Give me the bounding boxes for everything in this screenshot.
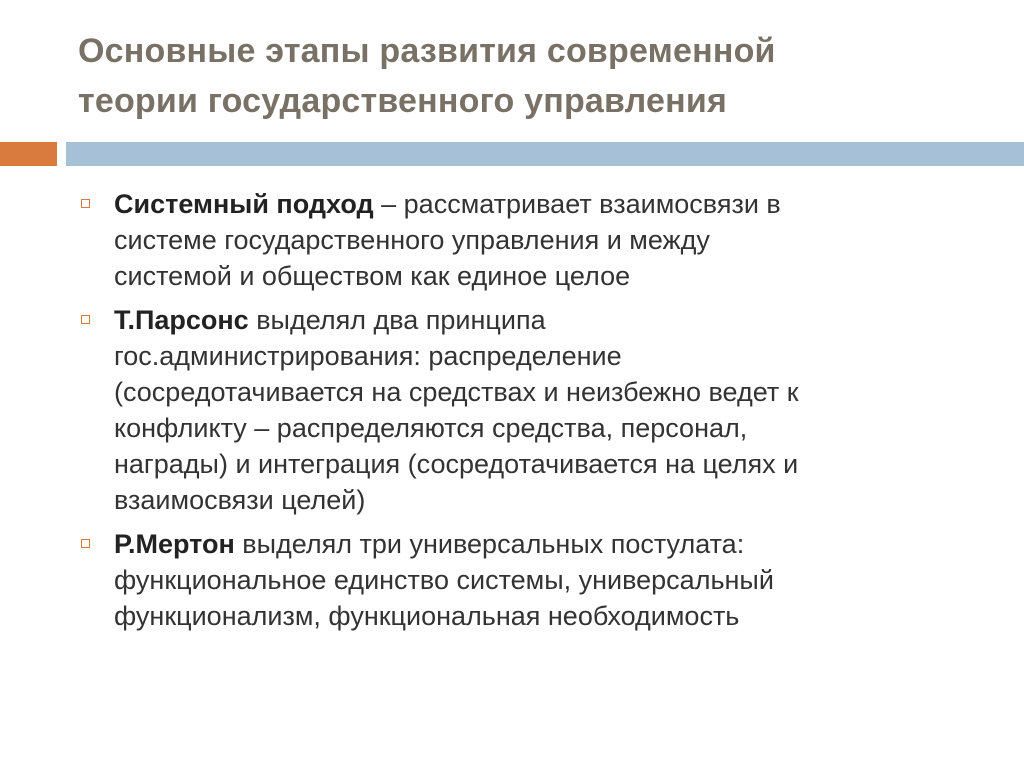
bullet-line: (сосредотачивается на средствах и неизбежно ведет к <box>114 377 799 407</box>
bullet-term: Системный подход <box>114 189 374 219</box>
bullet-text: выделял два принципа <box>248 305 546 335</box>
bullet-term: Т.Парсонс <box>114 305 249 335</box>
slide-title <box>78 26 978 126</box>
bullet-line: награды) и интеграция (сосредотачивается на целях и <box>114 449 799 479</box>
bullet-line <box>114 526 978 562</box>
bullet-line <box>114 302 978 338</box>
bullet-line: взаимосвязи целей) <box>114 485 366 515</box>
bullet-line: функциональное единство системы, универсальный <box>114 565 774 595</box>
bullet-list <box>78 186 978 642</box>
bullet-text: – рассматривает взаимосвязи в <box>373 189 781 219</box>
square-bullet-icon <box>81 315 90 324</box>
slide-title-line-2: теории государственного управления <box>78 82 728 120</box>
bullet-item-systems-approach <box>78 186 978 294</box>
bullet-text: выделял три универсальных постулата: <box>234 529 745 559</box>
bullet-item-merton <box>78 526 978 634</box>
bullet-line: функционализм, функциональная необходимость <box>114 601 740 631</box>
bullet-line: системе государственного управления и между <box>114 225 710 255</box>
bullet-line <box>114 186 978 222</box>
title-accent-bar <box>0 142 57 166</box>
bullet-line: системой и обществом как единое целое <box>114 261 631 291</box>
bullet-line: конфликту – распределяются средства, персонал, <box>114 413 748 443</box>
title-divider-bar <box>66 142 1024 166</box>
bullet-term: Р.Мертон <box>114 529 235 559</box>
slide-title-line-1: Основные этапы развития современной <box>78 32 776 70</box>
square-bullet-icon <box>81 539 90 548</box>
bullet-line: гос.администрирования: распределение <box>114 341 622 371</box>
bullet-item-parsons <box>78 302 978 518</box>
square-bullet-icon <box>81 199 90 208</box>
